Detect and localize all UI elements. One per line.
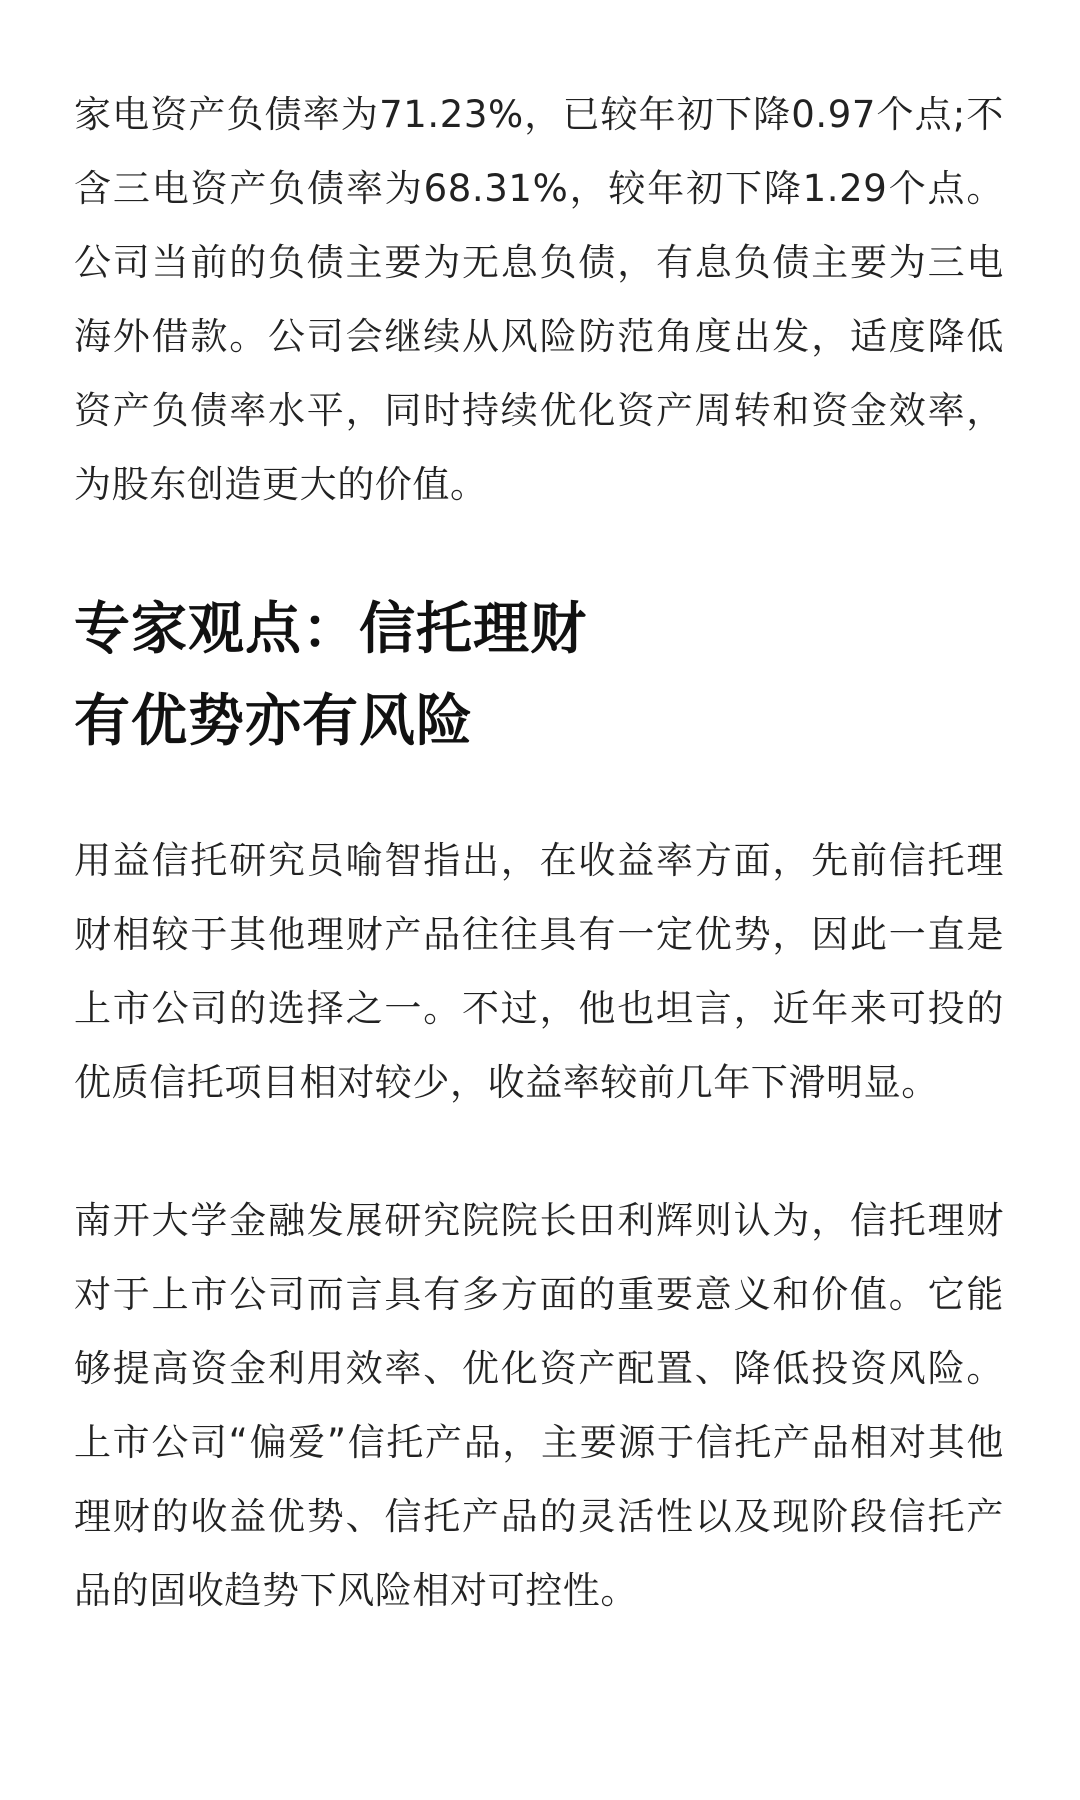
section-heading xyxy=(74,584,1004,768)
paragraph-expert-tianlihui: 南开大学金融发展研究院院长田利辉则认为，信托理财对于上市公司而言具有多方面的重要意义和价值。它能够提高资金利用效率、优化资产配置、降低投资风险。上市公司“偏爱”信托产品，主要源于信托产品相对其他理财的收益优势、信托产品的灵活性以及现阶段信托产品的固收趋势下风险相对可控性。 xyxy=(74,1199,1004,1612)
article-body xyxy=(74,78,1004,1628)
paragraph-expert-yuzhi: 用益信托研究员喻智指出，在收益率方面，先前信托理财相较于其他理财产品往往具有一定优势，因此一直是上市公司的选择之一。不过，他也坦言，近年来可投的优质信托项目相对较少，收益率较前几年下滑明显。 xyxy=(74,839,1004,1104)
heading-line-2: 有优势亦有风险 xyxy=(74,689,473,754)
paragraph-debt-ratio: 家电资产负债率为71.23%，已较年初下降0.97个点;不含三电资产负债率为68.31%，较年初下降1.29个点。公司当前的负债主要为无息负债，有息负债主要为三电海外借款。公司会继续从风险防范角度出发，适度降低资产负债率水平，同时持续优化资产周转和资金效率，为股东创造更大的价值。 xyxy=(74,93,1004,506)
heading-line-1: 专家观点：信托理财 xyxy=(74,597,587,662)
